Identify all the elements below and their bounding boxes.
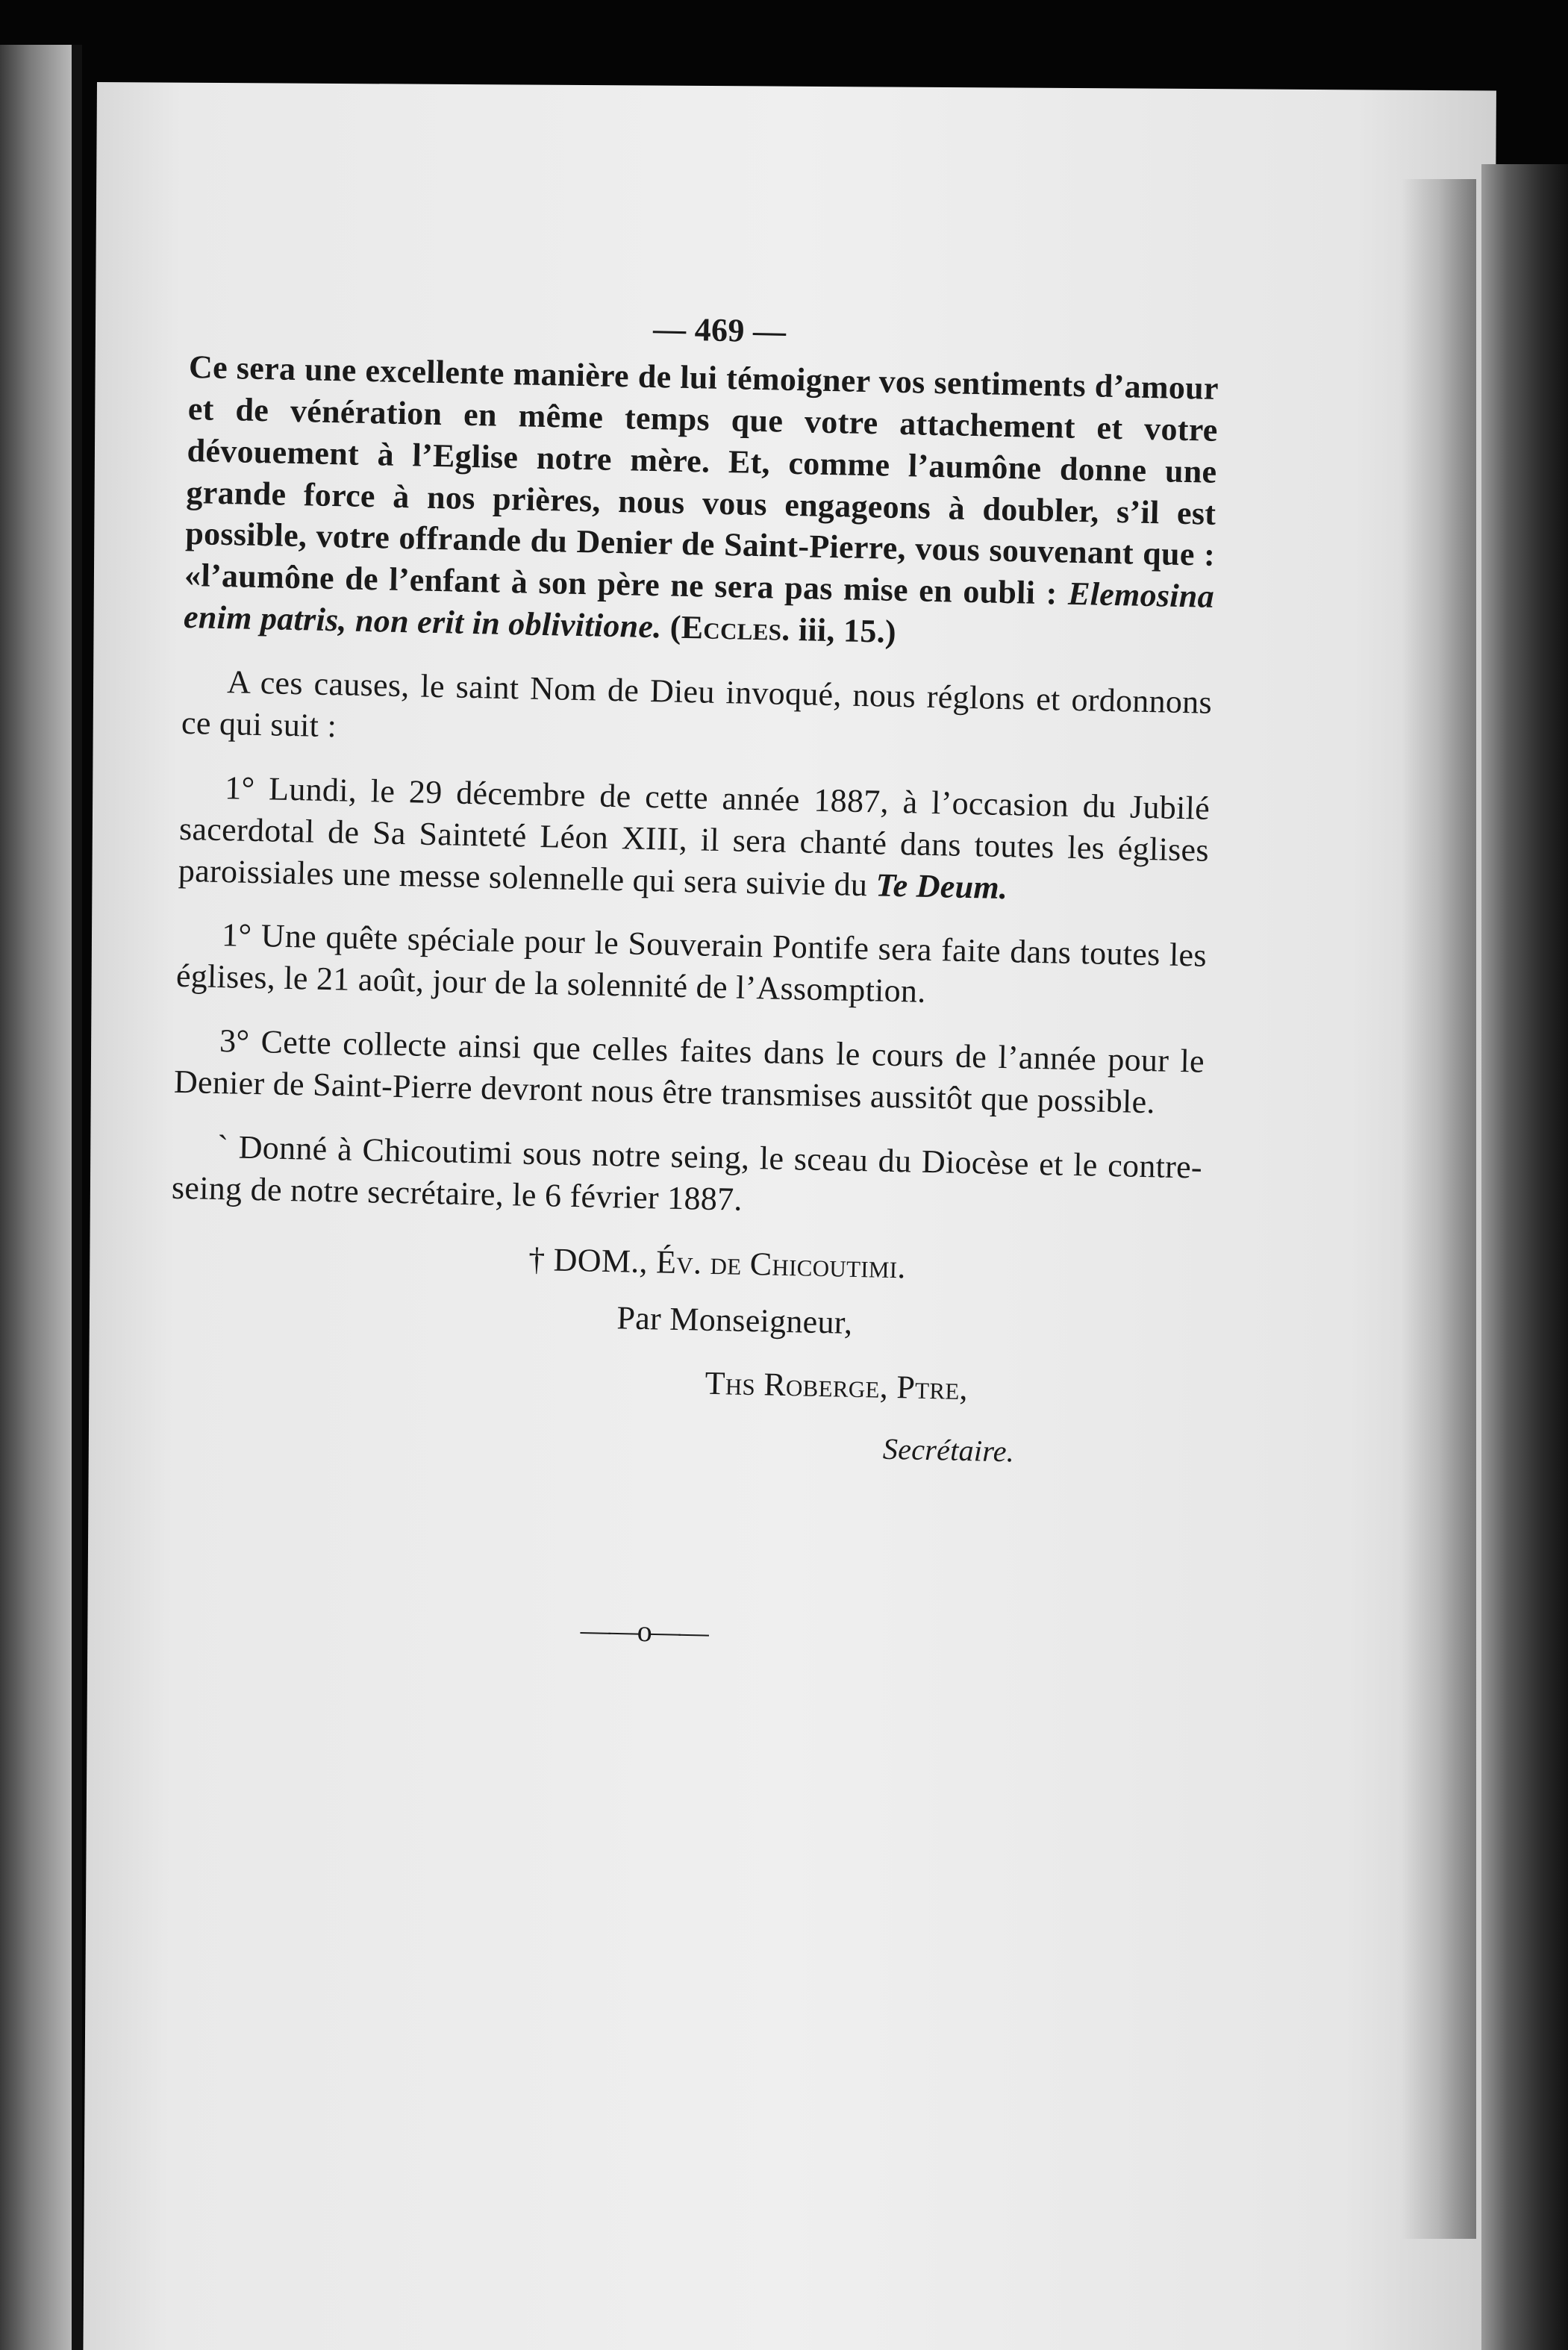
page-shadow — [1402, 179, 1476, 2239]
paragraph-4: 1° Une quête spéciale pour le Souverain Pontife sera faite dans toutes les églises, le 21 août, jour de la solennité de l’Assomption. — [175, 916, 1208, 1010]
signature-block — [166, 1231, 1201, 1475]
signature-secretary-name: Ths Roberge, Ptre, — [705, 1365, 969, 1407]
paragraph-1 — [183, 346, 1219, 660]
paragraph-3-text: 1° Lundi, le 29 décembre de cette année 1887, à l’occasion du Jubilé sacerdotal de Sa Sainteté Léon XIII, il sera chanté dans toutes les églises paroissiales une messe solennelle qui sera suivie du — [178, 769, 1211, 903]
page-text — [162, 299, 1219, 1662]
left-page-edge — [0, 45, 75, 2350]
section-divider: ——o—— — [580, 1613, 708, 1649]
page-gutter — [72, 45, 82, 2350]
paragraph-3-te-deum: Te Deum. — [875, 866, 1008, 906]
paragraph-1-text: Ce sera une excellente manière de lui témoigner vos sentiments d’amour et de vénération en même temps que votre attachement et votre dévouement à l’Eglise notre mère. Et, comme l’aumône donne une grande force à nos prières, nous vous engageons à doubler, s’il est possible, votre offrande du Denier de Saint-Pierre, vous souvenant que : «l’aumône de l’enfant à son père ne sera pas mise en oubli : — [184, 348, 1219, 612]
right-page-edge — [1481, 164, 1568, 2350]
page-number: — 469 — — [652, 310, 787, 350]
paragraph-3 — [178, 766, 1210, 913]
signature-secretary-title: Secrétaire. — [882, 1432, 1015, 1469]
paragraph-6: ` Donné à Chicoutimi sous notre seing, le sceau du Diocèse et le contre-seing de notre secrétaire, le 6 février 1887. — [171, 1128, 1203, 1218]
paragraph-2: A ces causes, le saint Nom de Dieu invoqué, nous réglons et ordonnons ce qui suit : — [181, 663, 1213, 745]
paragraph-1-paren: ( — [661, 608, 682, 646]
paragraph-1-verse: iii, 15.) — [790, 611, 897, 651]
signature-bishop: † DOM., Év. de Chicoutimi. — [528, 1240, 907, 1285]
signature-by: Par Monseigneur, — [616, 1299, 853, 1341]
paragraph-5: 3° Cette collecte ainsi que celles faites dans le cours de l’année pour le Denier de Saint-Pierre devront nous être transmises aussitôt que possible. — [173, 1022, 1205, 1121]
paragraph-1-reference: Eccles. — [681, 609, 791, 649]
paragraph-1-latin: Elemosina enim patris, non erit in oblivitione. — [183, 575, 1215, 646]
